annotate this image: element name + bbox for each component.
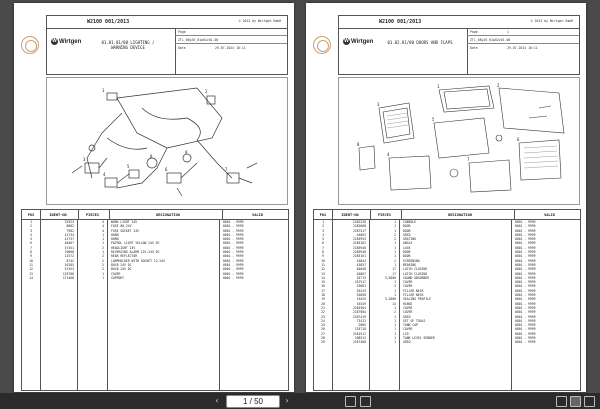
ident-cell: 10185: [64, 262, 74, 267]
pieces-cell: 1: [394, 323, 396, 328]
table-header: POS IDENT-NO PIECES DESIGNATION VALID: [22, 210, 288, 220]
valid-cell: 0001 - 9999: [515, 258, 536, 263]
seal-icon: [21, 36, 39, 54]
pieces-cell: 1: [102, 250, 104, 255]
pieces-cell: 2: [102, 245, 104, 250]
pieces-cell: 1: [394, 340, 396, 345]
pieces-cell: 17: [392, 271, 396, 276]
pos-cell: 6: [322, 241, 324, 246]
ident-cell: 108512: [354, 336, 366, 341]
pieces-cell: 3,2000: [384, 297, 396, 302]
pos-cell: 3: [322, 228, 324, 233]
valid-cell: 0001 - 9999: [223, 237, 244, 242]
pieces-cell: 1: [102, 275, 104, 280]
ident-cell: 47453: [64, 267, 74, 272]
ident-cell: 34549: [356, 301, 366, 306]
pieces-cell: 2: [102, 258, 104, 263]
svg-text:9: 9: [185, 150, 188, 155]
pieces-cell: 1: [394, 288, 396, 293]
pieces-cell: 1: [394, 327, 396, 332]
ident-cell: 2185161: [352, 254, 366, 259]
pos-cell: 23: [321, 314, 325, 319]
designation-cell: DOOR: [403, 228, 411, 233]
machine-title: W2100 001/2013: [87, 19, 130, 25]
designation-cell: HEADLIGHT 24V: [111, 245, 136, 250]
zoom-icon[interactable]: [345, 396, 356, 407]
valid-cell: 0001 - 9999: [515, 314, 536, 319]
ident-cell: 12572: [64, 254, 74, 259]
valid-cell: 0001 - 9999: [515, 305, 536, 310]
designation-cell: TANK CAP: [403, 323, 418, 328]
ident-cell: 2185953: [352, 237, 366, 242]
valid-cell: 0001 - 9999: [223, 262, 244, 267]
designation-cell: SOUND ABSORBER: [403, 275, 430, 280]
pieces-cell: 1: [394, 314, 396, 319]
valid-cell: 0001 - 9999: [223, 232, 244, 237]
ident-cell: 41737: [64, 237, 74, 242]
valid-cell: 0001 - 9999: [515, 310, 536, 315]
designation-cell: HINGE: [403, 301, 413, 306]
ident-cell: 54867: [356, 271, 366, 276]
pos-cell: 9: [322, 254, 324, 259]
ident-cell: 55243: [356, 288, 366, 293]
logo-icon: W: [344, 38, 349, 44]
pos-cell: 2: [30, 224, 32, 229]
designation-cell: SCREENING: [403, 258, 420, 263]
valid-cell: 0001 - 9999: [515, 340, 536, 345]
copyright: © 2013 by Wirtgen GmbH: [238, 19, 281, 23]
designation-cell: LOCK: [403, 245, 411, 250]
ident-cell: 2885: [358, 323, 366, 328]
pieces-cell: 1: [394, 280, 396, 285]
table-row: [22, 276, 288, 280]
pieces-cell: 2: [394, 232, 396, 237]
table-header: POS IDENT-NO PIECES DESIGNATION VALID: [314, 210, 580, 220]
pieces-cell: 1: [394, 250, 396, 255]
viewer-toolbar: [0, 393, 600, 409]
valid-cell: 0001 - 9999: [515, 327, 536, 332]
pos-cell: 14: [29, 275, 33, 280]
table-row: [314, 340, 580, 344]
ident-cell: 19425: [356, 297, 366, 302]
pieces-cell: 1: [394, 254, 396, 259]
logo-icon: W: [52, 38, 57, 44]
valid-cell: 0001 - 9999: [515, 331, 536, 336]
section-title: 01.01.01/08 LIGHTING / WARNING DEVICE: [101, 40, 155, 50]
page-label: Page: [178, 30, 186, 34]
valid-cell: 0001 - 9999: [223, 254, 244, 259]
valid-cell: 0001 - 9999: [223, 245, 244, 250]
valid-cell: 0001 - 9999: [515, 288, 536, 293]
designation-cell: TANK LEVEL SENDER: [403, 336, 435, 341]
pos-cell: 25: [321, 323, 325, 328]
pieces-cell: 1: [394, 228, 396, 233]
designation-cell: BULB 24V DC: [111, 267, 132, 272]
svg-text:7: 7: [467, 157, 470, 162]
ident-cell: 7982: [66, 228, 74, 233]
pos-cell: 24: [321, 318, 325, 323]
pos-cell: 5: [322, 237, 324, 242]
valid-cell: 0001 - 9999: [515, 245, 536, 250]
svg-text:8: 8: [150, 154, 153, 159]
single-page-view-icon[interactable]: [556, 396, 567, 407]
designation-cell: PATROL LIGHT YELLOW 24V DC: [111, 241, 160, 246]
svg-text:8: 8: [357, 142, 360, 147]
designation-cell: GRID: [403, 314, 411, 319]
pieces-cell: 1: [394, 318, 396, 323]
parts-table: [313, 209, 581, 391]
pieces-cell: 1: [394, 224, 396, 229]
pieces-cell: 1: [394, 220, 396, 224]
designation-cell: REVERSING ALARM 12V-24V DC: [111, 250, 160, 255]
machine-title: W2100 001/2013: [379, 19, 422, 25]
pieces-cell: 3,5000: [384, 275, 396, 280]
designation-cell: DOOR: [403, 250, 411, 255]
rotate-icon[interactable]: [360, 396, 371, 407]
ident-cell: 41734: [64, 232, 74, 237]
designation-cell: GRID: [403, 340, 411, 345]
ident-cell: 53681: [356, 284, 366, 289]
valid-cell: 0001 - 9999: [515, 224, 536, 229]
designation-cell: DOOR: [403, 254, 411, 259]
valid-cell: 0001 - 9999: [223, 224, 244, 229]
doc-code: ZTL_08y26_01p01z01-00: [178, 38, 219, 42]
wirtgen-logo: W Wirtgen: [344, 38, 374, 46]
designation-cell: HORN: [111, 237, 119, 242]
designation-cell: BEARING: [403, 262, 417, 267]
valid-cell: 0001 - 9999: [515, 232, 536, 237]
valid-cell: 0001 - 9999: [515, 323, 536, 328]
svg-text:5: 5: [432, 117, 435, 122]
pieces-cell: 1: [394, 305, 396, 310]
designation-cell: FILLER NECK: [403, 293, 424, 298]
pos-cell: 27: [321, 331, 325, 336]
designation-cell: SEALING PROFILE: [403, 297, 431, 302]
valid-cell: 0001 - 9999: [515, 262, 536, 267]
designation-cell: LATCH CLOSING: [403, 271, 428, 276]
ident-cell: 2185946: [352, 250, 366, 255]
pieces-cell: 1: [102, 271, 104, 276]
valid-cell: 0001 - 9999: [223, 271, 244, 276]
pos-cell: 8: [30, 250, 32, 255]
ident-cell: 2187468: [352, 340, 366, 345]
pos-cell: 2: [322, 224, 324, 229]
valid-cell: 0001 - 9999: [223, 267, 244, 272]
ident-cell: 31924: [64, 220, 74, 224]
ident-cell: 8742: [66, 258, 74, 263]
pos-cell: 26: [321, 327, 325, 332]
pieces-cell: 2: [394, 310, 396, 315]
designation-cell: LID: [403, 331, 409, 336]
valid-cell: 0001 - 9999: [515, 284, 536, 289]
ident-cell: 54663: [356, 232, 366, 237]
ident-cell: 16775: [356, 275, 366, 280]
svg-text:7: 7: [225, 167, 228, 172]
pos-cell: 29: [321, 340, 325, 345]
designation-cell: LAMPHOLDER WITH SOCKET 12-24V: [111, 258, 166, 263]
ident-cell: 48407: [64, 241, 74, 246]
valid-cell: 0001 - 9999: [515, 237, 536, 242]
pieces-cell: 1: [102, 241, 104, 246]
pos-cell: 13: [29, 271, 33, 276]
valid-cell: 0001 - 9999: [223, 275, 244, 280]
designation-cell: LATCH CLOSING: [403, 267, 428, 272]
designation-cell: FILLER NECK: [403, 288, 424, 293]
pieces-cell: 1: [394, 241, 396, 246]
pos-cell: 21: [321, 305, 325, 310]
valid-cell: 0001 - 9999: [515, 254, 536, 259]
svg-text:3: 3: [377, 102, 380, 107]
date-label: Date: [470, 46, 478, 50]
pos-cell: 3: [30, 228, 32, 233]
two-page-view-icon[interactable]: [570, 396, 581, 407]
exploded-view-drawing: [339, 78, 579, 204]
ident-cell: 43844: [356, 258, 366, 263]
designation-cell: COVER: [111, 271, 121, 276]
valid-cell: 0001 - 9999: [223, 228, 244, 233]
doc-code: ZTL_08y26_01p02z01-00: [470, 38, 511, 42]
designation-cell: DOOR: [403, 224, 411, 229]
pos-cell: 12: [29, 267, 33, 272]
seal-icon: [313, 36, 331, 54]
pieces-cell: 1: [394, 331, 396, 336]
pieces-cell: 14: [392, 301, 396, 306]
date-value: 29.07.2024 10:11: [215, 46, 246, 50]
valid-cell: 0001 - 9999: [223, 220, 244, 224]
pieces-cell: 1: [394, 336, 396, 341]
ident-cell: 2181517: [352, 331, 366, 336]
section-title: 01.02.01/00 DOORS AND FLAPS: [387, 40, 453, 45]
pos-cell: 19: [321, 297, 325, 302]
designation-cell: REAR REFLECTOR: [111, 254, 138, 259]
pos-cell: 7: [322, 245, 324, 250]
pos-cell: 28: [321, 336, 325, 341]
page-indicator[interactable]: 1 / 50: [226, 395, 280, 408]
scroll-view-icon[interactable]: [584, 396, 595, 407]
designation-cell: COVER: [403, 305, 413, 310]
designation-cell: COVER: [403, 284, 413, 289]
pieces-cell: 2: [394, 284, 396, 289]
ident-cell: 2182868: [352, 224, 366, 229]
pieces-cell: 2: [102, 262, 104, 267]
pos-cell: 13: [321, 271, 325, 276]
designation-cell: FUSE SOCKET 24V: [111, 228, 139, 233]
valid-cell: 0001 - 9999: [515, 275, 536, 280]
pos-cell: 11: [29, 262, 33, 267]
pos-cell: 7: [30, 245, 32, 250]
ident-cell: 171468: [62, 275, 74, 280]
pos-cell: 14: [321, 275, 325, 280]
pos-cell: 15: [321, 280, 325, 285]
copyright: © 2013 by Wirtgen GmbH: [530, 19, 573, 23]
valid-cell: 0001 - 9999: [515, 241, 536, 246]
valid-cell: 0001 - 9999: [223, 250, 244, 255]
pieces-cell: 4: [102, 220, 104, 224]
valid-cell: 0001 - 9999: [515, 293, 536, 298]
designation-cell: BULB 24V DC: [111, 262, 132, 267]
designation-cell: HORN: [111, 232, 119, 237]
pos-cell: 4: [322, 232, 324, 237]
pos-cell: 10: [29, 258, 33, 263]
ident-cell: 2185948: [352, 245, 366, 250]
ident-cell: 84848: [356, 267, 366, 272]
ident-cell: 135718: [354, 327, 366, 332]
pos-cell: 11: [321, 262, 325, 267]
pieces-cell: 1: [394, 262, 396, 267]
pieces-cell: 1: [102, 232, 104, 237]
pos-cell: 1: [322, 220, 324, 224]
ident-cell: 2185364: [352, 305, 366, 310]
svg-text:6: 6: [165, 167, 168, 172]
designation-cell: SET OF TOOLS: [403, 318, 426, 323]
valid-cell: 0001 - 9999: [515, 318, 536, 323]
pieces-cell: 4: [102, 228, 104, 233]
pos-cell: 16: [321, 284, 325, 289]
pos-cell: 6: [30, 241, 32, 246]
pos-cell: 5: [30, 237, 32, 242]
ident-cell: 2187419: [352, 314, 366, 319]
designation-cell: COVER: [403, 310, 413, 315]
designation-cell: FUSE 60-24V: [111, 224, 132, 229]
ident-cell: 73412: [356, 318, 366, 323]
svg-text:2: 2: [497, 83, 500, 88]
designation-cell: COVER: [403, 327, 413, 332]
pos-cell: 8: [322, 250, 324, 255]
pieces-cell: 4: [102, 224, 104, 229]
valid-cell: 0001 - 9999: [515, 280, 536, 285]
valid-cell: 0001 - 9999: [515, 336, 536, 341]
ident-cell: 55850: [356, 293, 366, 298]
designation-cell: ANGLE: [403, 241, 413, 246]
ident-cell: 2185162: [352, 241, 366, 246]
valid-cell: 0001 - 9999: [515, 297, 536, 302]
prev-page-icon[interactable]: ‹: [215, 396, 219, 405]
valid-cell: 0001 - 9999: [515, 301, 536, 306]
pos-cell: 22: [321, 310, 325, 315]
svg-text:5: 5: [127, 164, 130, 169]
svg-text:1: 1: [437, 84, 440, 89]
lighting-diagram: [46, 77, 288, 205]
valid-cell: 0001 - 9999: [515, 271, 536, 276]
pieces-cell: 1: [394, 293, 396, 298]
date-value: 29.07.2024 10:11: [507, 46, 538, 50]
ident-cell: 43857: [356, 262, 366, 267]
pieces-cell: 1: [102, 237, 104, 242]
svg-text:6: 6: [517, 137, 520, 142]
svg-text:4: 4: [387, 152, 390, 157]
pos-cell: 17: [321, 288, 325, 293]
parts-table: [21, 209, 289, 391]
valid-cell: 0001 - 9999: [515, 228, 536, 233]
pos-cell: 12: [321, 267, 325, 272]
ident-cell: 167517: [354, 280, 366, 285]
designation-cell: CONSOLE: [403, 220, 417, 224]
designation-cell: SUPPORT: [111, 275, 125, 280]
page-label: Page: [470, 30, 478, 34]
wirtgen-logo: W Wirtgen: [52, 38, 82, 46]
ident-cell: 2187904: [352, 310, 366, 315]
ident-cell: 8802: [66, 224, 74, 229]
catalog-page-left: [14, 3, 294, 392]
pos-cell: 10: [321, 258, 325, 263]
catalog-page-right: [306, 3, 586, 392]
pos-cell: 18: [321, 293, 325, 298]
doors-flaps-diagram: [338, 77, 580, 205]
pieces-cell: 2: [102, 267, 104, 272]
page-number: 1: [507, 30, 509, 34]
pieces-cell: 2: [102, 254, 104, 259]
ident-cell: 133788: [62, 271, 74, 276]
pos-cell: 4: [30, 232, 32, 237]
table-body: [22, 220, 288, 390]
pieces-cell: 2: [394, 237, 396, 242]
valid-cell: 0001 - 9999: [515, 267, 536, 272]
pieces-cell: 17: [392, 267, 396, 272]
svg-text:4: 4: [103, 172, 106, 177]
pieces-cell: 1: [394, 245, 396, 250]
valid-cell: 0001 - 9999: [515, 220, 536, 224]
next-page-icon[interactable]: ›: [285, 396, 289, 405]
date-label: Date: [178, 46, 186, 50]
designation-cell: GRATING: [403, 237, 417, 242]
page-header: [338, 15, 580, 75]
ident-cell: 2182228: [352, 220, 366, 224]
pos-cell: 20: [321, 301, 325, 306]
ident-cell: 19808: [64, 250, 74, 255]
designation-cell: COVER: [403, 280, 413, 285]
pos-cell: 9: [30, 254, 32, 259]
designation-cell: GRID: [403, 232, 411, 237]
ident-cell: 2187517: [352, 228, 366, 233]
pos-cell: 1: [30, 220, 32, 224]
valid-cell: 0001 - 9999: [223, 241, 244, 246]
svg-text:3: 3: [83, 157, 86, 162]
valid-cell: 0001 - 9999: [223, 258, 244, 263]
page-header: [46, 15, 288, 75]
pieces-cell: 2: [394, 258, 396, 263]
designation-cell: WORK LIGHT 24V: [111, 220, 138, 224]
ident-cell: 47451: [64, 245, 74, 250]
table-body: [314, 220, 580, 390]
exploded-view-drawing: [47, 78, 287, 204]
valid-cell: 0001 - 9999: [515, 250, 536, 255]
svg-text:2: 2: [205, 89, 208, 94]
svg-text:1: 1: [102, 88, 105, 93]
